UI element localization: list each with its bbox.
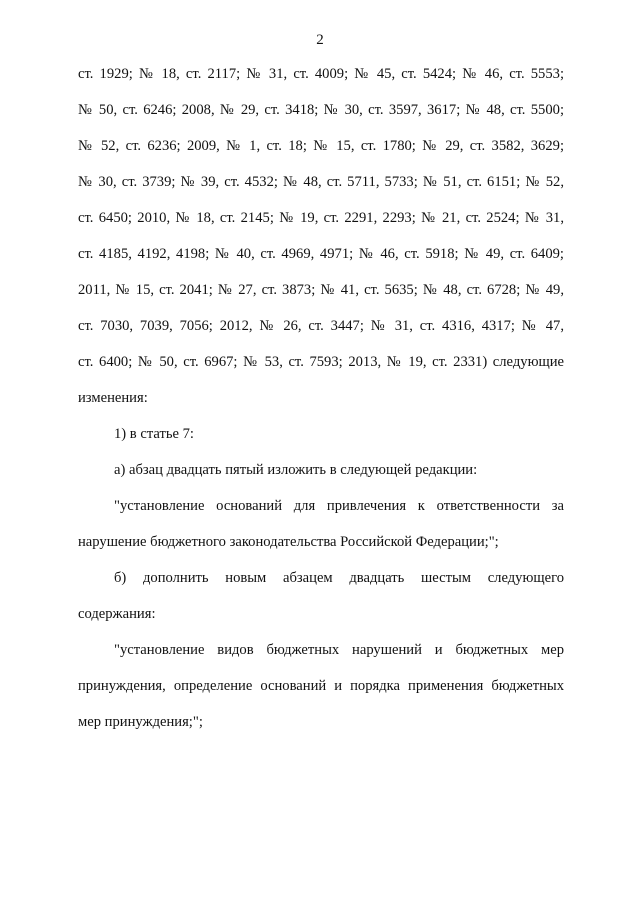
text-line: № 30, ст. 3739; № 39, ст. 4532; № 48, ст. 5711, 5733; № 51, ст. 6151; № 52,: [78, 174, 564, 190]
text-line: № 52, ст. 6236; 2009, № 1, ст. 18; № 15, ст. 1780; № 29, ст. 3582, 3629;: [78, 138, 564, 154]
text-line: изменения:: [78, 390, 148, 406]
text-line: б) дополнить новым абзацем двадцать шестым следующего: [114, 570, 564, 586]
text-line: а) абзац двадцать пятый изложить в следующей редакции:: [114, 462, 478, 478]
page-number: 2: [316, 32, 324, 48]
document-body: [78, 64, 564, 748]
text-line: ст. 4185, 4192, 4198; № 40, ст. 4969, 4971; № 46, ст. 5918; № 49, ст. 6409;: [78, 246, 564, 262]
text-line: ст. 6450; 2010, № 18, ст. 2145; № 19, ст. 2291, 2293; № 21, ст. 2524; № 31,: [78, 210, 564, 226]
text-line: 2011, № 15, ст. 2041; № 27, ст. 3873; № 41, ст. 5635; № 48, ст. 6728; № 49,: [78, 282, 564, 298]
text-line: ст. 6400; № 50, ст. 6967; № 53, ст. 7593; 2013, № 19, ст. 2331) следующие: [78, 354, 564, 370]
text-line: принуждения, определение оснований и порядка применения бюджетных: [78, 678, 564, 694]
text-line: "установление оснований для привлечения к ответственности за: [114, 498, 564, 514]
text-line: нарушение бюджетного законодательства Российской Федерации;";: [78, 534, 499, 550]
text-line: ст. 7030, 7039, 7056; 2012, № 26, ст. 3447; № 31, ст. 4316, 4317; № 47,: [78, 318, 564, 334]
text-line: ст. 1929; № 18, ст. 2117; № 31, ст. 4009; № 45, ст. 5424; № 46, ст. 5553;: [78, 66, 564, 82]
text-line: № 50, ст. 6246; 2008, № 29, ст. 3418; № 30, ст. 3597, 3617; № 48, ст. 5500;: [78, 102, 564, 118]
text-line: "установление видов бюджетных нарушений и бюджетных мер: [114, 642, 564, 658]
text-line: мер принуждения;";: [78, 714, 203, 730]
text-line: содержания:: [78, 606, 156, 622]
text-line: 1) в статье 7:: [114, 426, 194, 442]
